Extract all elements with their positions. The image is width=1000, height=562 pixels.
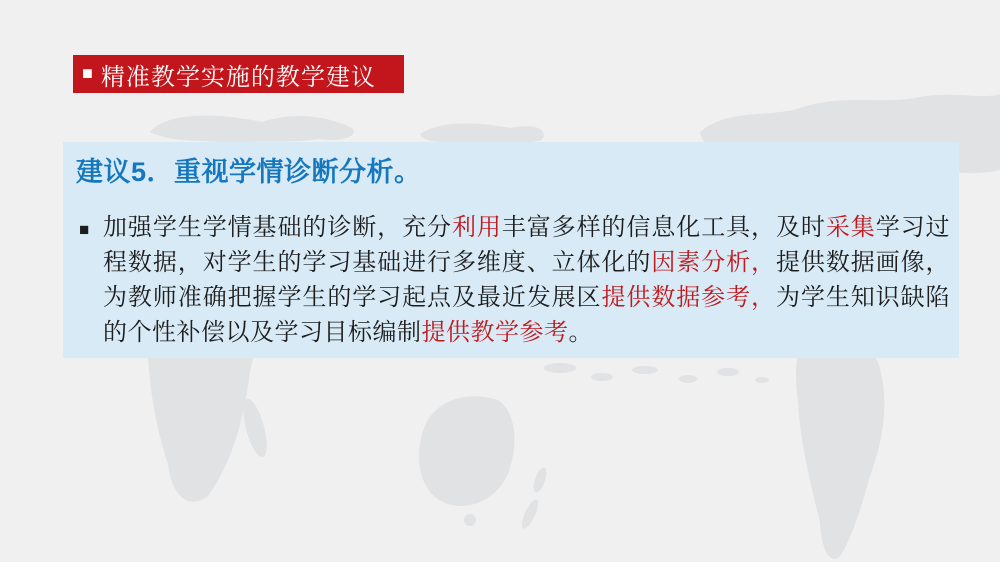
text-segment: 提供数据画像，为教师准确把握学生的学习起点及最近发展区 <box>103 250 951 311</box>
map-landmass-south-america <box>796 333 884 559</box>
map-landmass-australia <box>419 396 515 506</box>
paragraph-square-bullet-icon: ■ <box>79 220 90 239</box>
highlighted-text-segment: 利用 <box>451 215 502 241</box>
content-panel <box>63 142 959 358</box>
map-island-nz-south <box>519 497 542 530</box>
map-island-5 <box>717 368 739 376</box>
text-segment: 为学生知识缺陷的个性补偿以及学习目标编制 <box>103 285 951 346</box>
suggestion-heading: 建议5．重视学情诊断分析。 <box>76 157 422 187</box>
map-island-2 <box>591 373 613 381</box>
map-island-nz-north <box>531 466 549 494</box>
section-banner <box>73 55 404 93</box>
highlighted-text-segment: 提供教学参考 <box>421 320 569 346</box>
text-segment: 加强学生学情基础的诊断，充分 <box>103 215 452 241</box>
map-island-4 <box>679 375 697 383</box>
section-banner-title: 精准教学实施的教学建议 <box>100 63 376 91</box>
map-island-3 <box>632 366 658 374</box>
map-island-6 <box>755 377 769 383</box>
highlighted-text-segment: 因素分析， <box>651 250 776 276</box>
text-segment: 学习过程数据，对学生的学习基础进行多维度、立体化的 <box>103 215 951 276</box>
map-island-1 <box>544 363 576 373</box>
highlighted-text-segment: 采集 <box>825 215 876 241</box>
map-landmass-west-eurasia <box>150 116 354 144</box>
text-segment: 。 <box>568 320 593 346</box>
text-segment: 丰富多样的信息化工具，及时 <box>501 215 826 241</box>
body-paragraph <box>103 211 950 351</box>
highlighted-text-segment: 提供数据参考， <box>601 285 776 311</box>
map-island-tasmania <box>464 514 476 526</box>
square-bullet-icon: ■ <box>82 63 93 83</box>
